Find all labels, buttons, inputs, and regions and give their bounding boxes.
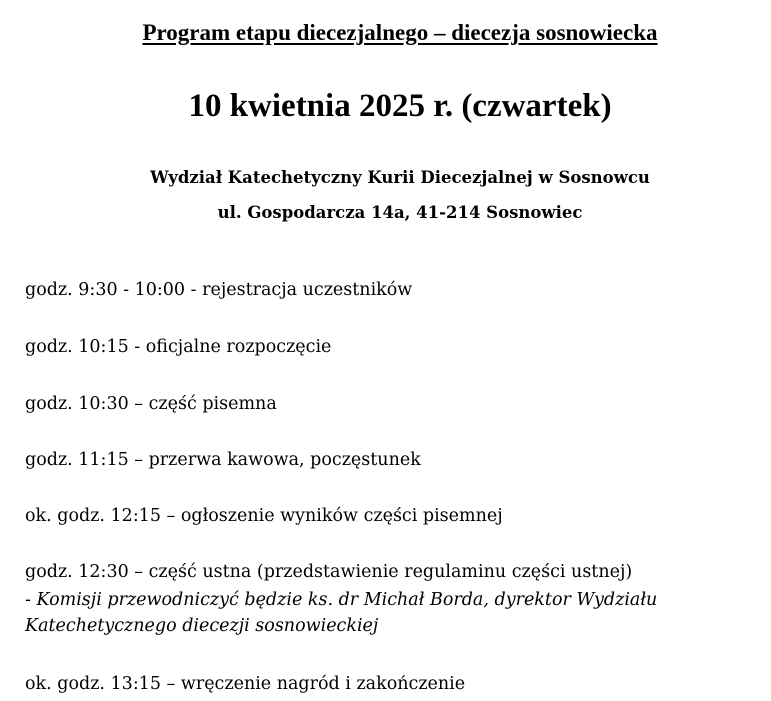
schedule-item-oral-part: godz. 12:30 – część ustna (przedstawienie regulaminu części ustnej) [25,562,633,582]
document-title: Program etapu diecezjalnego – diecezja sosnowiecka [142,20,658,45]
event-date: 10 kwietnia 2025 r. (czwartek) [188,88,612,124]
schedule-note-committee: - Komisji przewodniczyć będzie ks. dr Michał Borda, dyrektor Wydziału [25,590,658,610]
venue-address: ul. Gospodarcza 14a, 41-214 Sosnowiec [217,203,583,222]
schedule-item-opening: godz. 10:15 - oficjalne rozpoczęcie [25,337,332,357]
schedule-item-written-results: ok. godz. 12:15 – ogłoszenie wyników części pisemnej [25,506,503,526]
schedule-item-registration: godz. 9:30 - 10:00 - rejestracja uczestników [25,280,413,300]
schedule-item-coffee-break: godz. 11:15 – przerwa kawowa, poczęstunek [25,450,421,470]
venue-name: Wydział Katechetyczny Kurii Diecezjalnej w Sosnowcu [150,168,650,187]
schedule-note-committee-cont: Katechetycznego diecezji sosnowieckiej [25,616,379,636]
schedule-item-closing: ok. godz. 13:15 – wręczenie nagród i zakończenie [25,674,466,694]
schedule-item-written-part: godz. 10:30 – część pisemna [25,394,277,414]
